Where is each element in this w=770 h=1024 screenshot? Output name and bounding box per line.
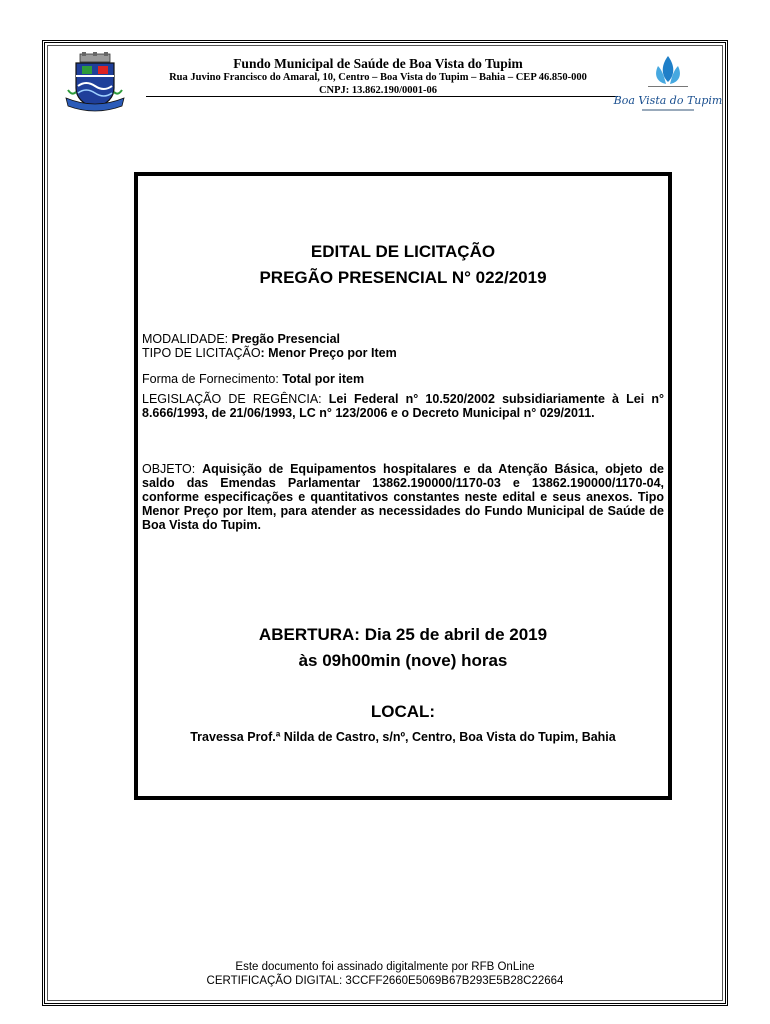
letterhead-text xyxy=(138,56,618,97)
local-address: Travessa Prof.ª Nilda de Castro, s/nº, Centro, Boa Vista do Tupim, Bahia xyxy=(190,730,616,744)
legislacao-label: LEGISLAÇÃO DE REGÊNCIA: xyxy=(142,392,329,406)
organization-cnpj: CNPJ: 13.862.190/0001-06 xyxy=(318,85,438,96)
modalidade-value: Pregão Presencial xyxy=(231,332,341,346)
edital-summary-box xyxy=(134,172,672,800)
certification-code: CERTIFICAÇÃO DIGITAL: 3CCFF2660E5069B67B293E5B28C22664 xyxy=(206,975,564,987)
objeto-value: Aquisição de Equipamentos hospitalares e da Atenção Básica, objeto de saldo das Emendas Parlamentar 13862.190000/1170-03 e 13862.190000/1170-04, conforme especificações e quantitativos constantes neste edital e seus anexos. Tipo Menor Preço por Item, para atender as necessidades do Fundo Municipal de Saúde de Boa Vista do Tupim. xyxy=(142,462,664,532)
coat-of-arms-icon xyxy=(64,52,126,114)
edital-subtitle: PREGÃO PRESENCIAL N° 022/2019 xyxy=(259,268,547,287)
legislacao-value: Lei Federal n° 10.520/2002 subsidiariamente à Lei n° 8.666/1993, de 21/06/1993, LC n° 123/2006 e o Decreto Municipal n° 029/2011. xyxy=(142,392,664,420)
edital-title: EDITAL DE LICITAÇÃO xyxy=(310,242,496,261)
tipo-label: TIPO DE LICITAÇÃO xyxy=(142,346,261,360)
local-title: LOCAL: xyxy=(370,702,436,721)
forma-label: Forma de Fornecimento: xyxy=(142,372,283,386)
objeto-label: OBJETO: xyxy=(142,462,203,476)
logo-wordmark: Boa Vista do Tupim xyxy=(613,94,723,107)
tipo-line xyxy=(142,346,664,360)
legislacao-paragraph xyxy=(142,392,664,420)
abertura-time: às 09h00min (nove) horas xyxy=(298,651,508,670)
header-divider xyxy=(146,96,618,97)
organization-address: Rua Juvino Francisco do Amaral, 10, Centro – Boa Vista do Tupim – Bahia – CEP 46.850-000 xyxy=(169,72,587,83)
abertura-date: ABERTURA: Dia 25 de abril de 2019 xyxy=(258,625,548,644)
forma-value: Total por item xyxy=(282,372,365,386)
letterhead xyxy=(58,50,723,120)
signature-notice: Este documento foi assinado digitalmente por RFB OnLine xyxy=(235,961,535,973)
tipo-value: : Menor Preço por Item xyxy=(260,346,397,360)
forma-line xyxy=(142,372,664,386)
organization-name: Fundo Municipal de Saúde de Boa Vista do Tupim xyxy=(233,56,523,71)
boa-vista-do-tupim-logo-icon xyxy=(613,52,723,118)
modalidade-label: MODALIDADE: xyxy=(142,332,232,346)
modalidade-line xyxy=(142,332,664,346)
objeto-paragraph xyxy=(142,462,664,532)
digital-signature-footer xyxy=(0,960,770,988)
abertura-block xyxy=(138,622,668,674)
modalidade-block xyxy=(142,332,664,360)
